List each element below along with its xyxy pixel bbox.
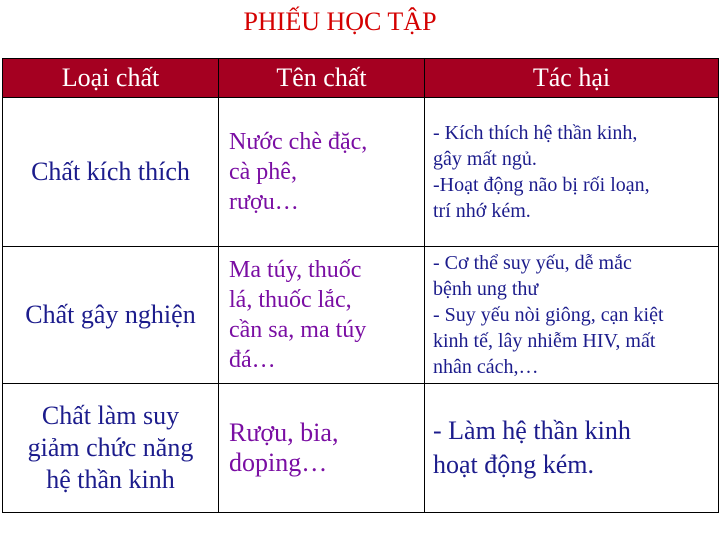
substance-names-cell [219, 247, 425, 384]
table-header-row [3, 59, 719, 98]
page-title: PHIẾU HỌC TẬP [243, 7, 437, 36]
harm-cell [425, 98, 719, 247]
substance-type-cell [3, 98, 219, 247]
header-substance-type: Loại chất [3, 59, 219, 98]
header-harm: Tác hại [425, 59, 719, 98]
substance-type-cell [3, 247, 219, 384]
header-substance-name: Tên chất [219, 59, 425, 98]
substance-type-text: Chất gây nghiện [25, 300, 196, 329]
substance-type-text: Chất kích thích [31, 157, 190, 186]
substance-names-text: Rượu, bia, doping… [229, 418, 339, 477]
harm-cell [425, 247, 719, 384]
substance-names-cell [219, 384, 425, 513]
harm-text: - Làm hệ thần kinh hoạt động kém. [433, 416, 631, 479]
table-row [3, 247, 719, 384]
harm-text: - Kích thích hệ thần kinh, gây mất ngủ. -Hoạt động não bị rối loạn, trí nhớ kém. [433, 122, 650, 222]
substance-names-text: Ma túy, thuốc lá, thuốc lắc, cần sa, ma túy đá… [229, 257, 367, 373]
substance-names-text: Nước chè đặc, cà phê, rượu… [229, 129, 368, 215]
substance-type-text: Chất làm suy giảm chức năng hệ thần kinh [27, 401, 194, 494]
harm-text: - Cơ thể suy yếu, dễ mắc bệnh ung thư - Suy yếu nòi giông, cạn kiệt kinh tế, lây nhiễm HIV, mất nhân cách,… [433, 252, 664, 378]
substance-type-cell [3, 384, 219, 513]
worksheet-table [2, 58, 719, 513]
substance-names-cell [219, 98, 425, 247]
harm-cell [425, 384, 719, 513]
table-row [3, 384, 719, 513]
table-row [3, 98, 719, 247]
